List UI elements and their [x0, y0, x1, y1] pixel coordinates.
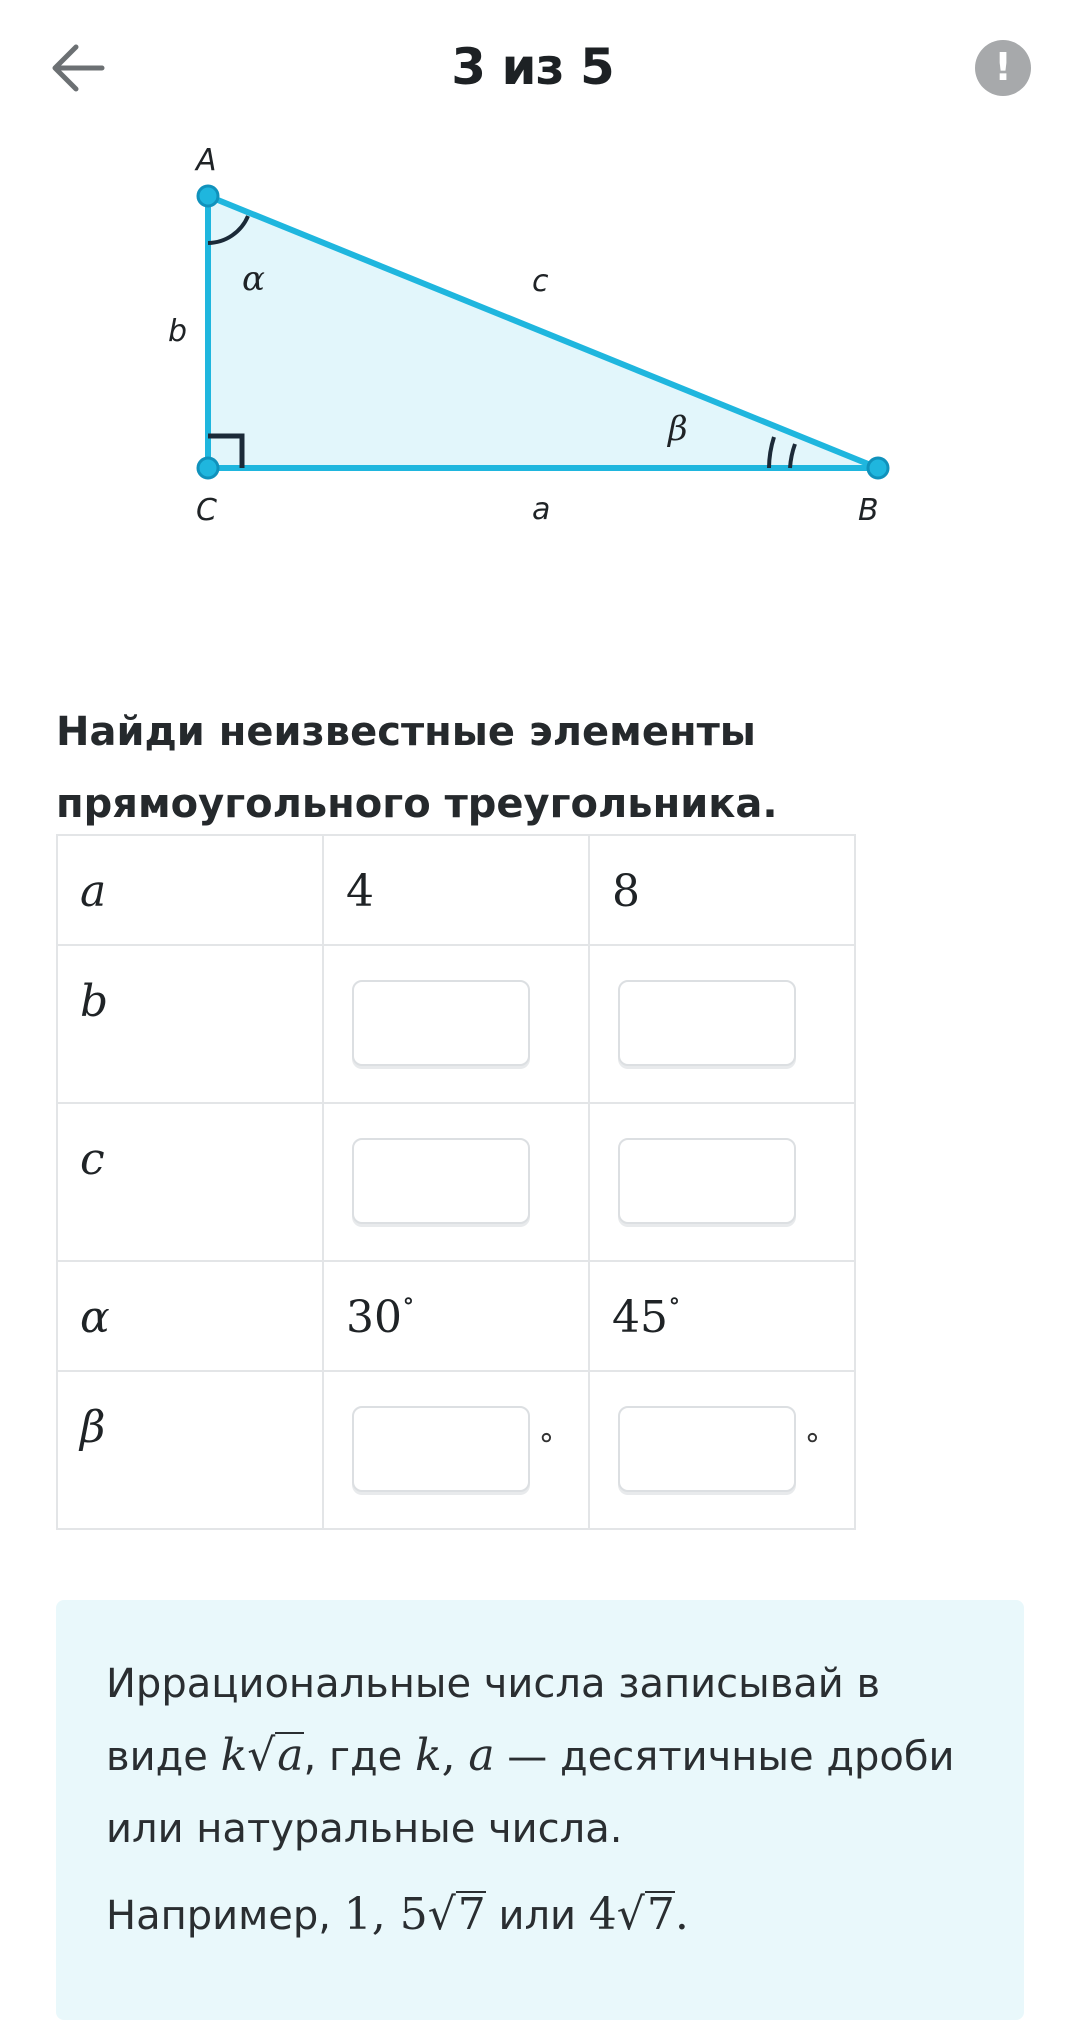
- answer-input-c-1[interactable]: [352, 1138, 530, 1224]
- page-title: 3 из 5: [451, 38, 614, 96]
- row-label: b: [80, 976, 109, 1027]
- cell-value: 4: [346, 866, 374, 917]
- vertex-b-label: B: [858, 493, 879, 528]
- vertex-b-point: [868, 458, 888, 478]
- hint-box: [56, 1600, 1024, 2020]
- cell-value: 8: [612, 866, 640, 917]
- top-bar: [0, 0, 1065, 140]
- side-a-label: a: [532, 492, 551, 527]
- exclamation-icon: !: [994, 45, 1012, 89]
- table-row-beta: [57, 1371, 855, 1529]
- vertex-c-point: [198, 458, 218, 478]
- answer-input-beta-1[interactable]: [352, 1406, 530, 1492]
- table-row-b: [57, 945, 855, 1103]
- answer-input-b-1[interactable]: [352, 980, 530, 1066]
- answer-input-beta-2[interactable]: [618, 1406, 796, 1492]
- degree-sign: ∘: [402, 1286, 415, 1316]
- row-label: α: [80, 1292, 110, 1343]
- sqrt-symbol: √a: [247, 1730, 304, 1781]
- task-prompt: Найди неизвестные элементы прямоугольного треугольника.: [56, 709, 778, 827]
- answer-input-c-2[interactable]: [618, 1138, 796, 1224]
- row-label: a: [80, 866, 107, 917]
- vertex-c-label: C: [196, 493, 217, 528]
- degree-sign: ∘: [537, 1420, 556, 1455]
- cell-value: 30∘: [346, 1286, 415, 1343]
- sqrt-symbol: √7: [616, 1889, 675, 1940]
- hint-text: Иррациональные числа записывай в виде k√a, где k, a — десятичные дроби или натуральные числа. Например, 1, 5√7 или 4√7.: [106, 1648, 1006, 1952]
- angle-beta-label: β: [668, 409, 688, 449]
- sqrt-symbol: √7: [427, 1889, 486, 1940]
- table-row-alpha: [57, 1261, 855, 1371]
- triangle-elements-table: [56, 834, 856, 1530]
- table-row-c: [57, 1103, 855, 1261]
- side-b-label: b: [168, 314, 188, 349]
- triangle-diagram: [0, 120, 1065, 540]
- vertex-a-point: [198, 186, 218, 206]
- row-label: β: [80, 1402, 106, 1453]
- answer-input-b-2[interactable]: [618, 980, 796, 1066]
- angle-alpha-label: α: [242, 259, 265, 299]
- degree-sign: ∘: [668, 1286, 681, 1316]
- vertex-a-label: A: [196, 143, 217, 178]
- row-label: c: [80, 1134, 105, 1185]
- cell-value: 45∘: [612, 1286, 681, 1343]
- report-button[interactable]: [975, 40, 1031, 96]
- table-row-a: [57, 835, 855, 945]
- degree-sign: ∘: [803, 1420, 822, 1455]
- hint-example: Например, 1, 5√7 или 4√7.: [106, 1879, 1006, 1952]
- side-c-label: c: [532, 264, 549, 299]
